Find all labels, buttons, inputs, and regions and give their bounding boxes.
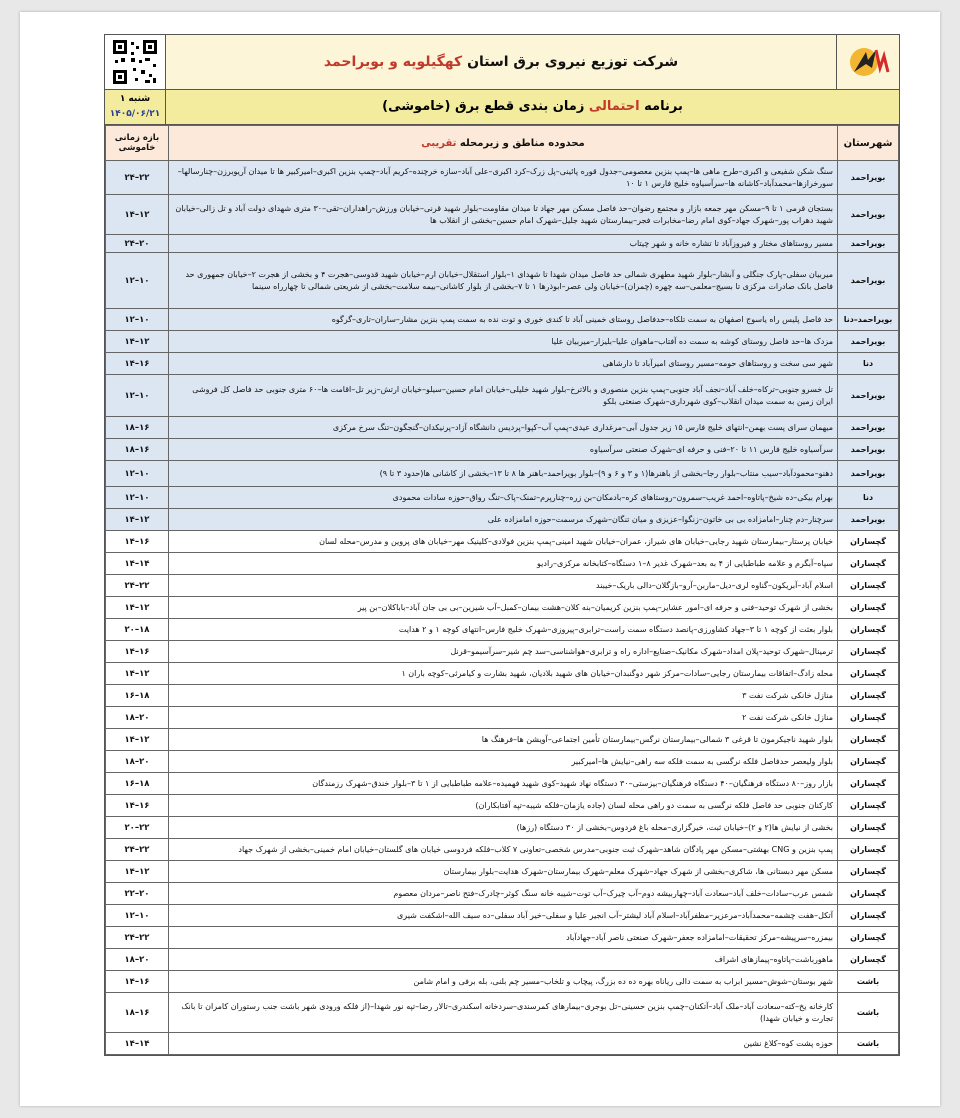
row-area: سنگ شکن شفیعی و اکبری–طرح ماهی ها–پمپ بنزین معصومی–جدول قوره پائینی–پل زرک–کرد اکبری–علی آباد–سازه خرچنده–کریم آباد–چمپ بنزین اکبری–امیرکبیر ها تا میدان آریوبرزن–چنارسالها–سورخرازها–محمدآباد–کاشانه ها–سرآسیاوه خلیج فارس ۱ تا ۱۰: [169, 161, 838, 195]
row-city: گچساران: [838, 663, 899, 685]
row-time: ۱۴–۱۴: [106, 553, 169, 575]
company-name: [166, 35, 836, 89]
row-time: ۲۴–۲۲: [106, 575, 169, 597]
row-time: ۲۴–۲۰: [106, 235, 169, 253]
qr-code: [105, 35, 166, 89]
table-row: [106, 353, 899, 375]
row-time: ۱۸–۲۰: [106, 751, 169, 773]
row-city: بویراحمد: [838, 439, 899, 461]
row-city: بویراحمد: [838, 161, 899, 195]
table-row: [106, 707, 899, 729]
row-city: گچساران: [838, 729, 899, 751]
row-city: باشت: [838, 1033, 899, 1055]
power-logo-icon: [846, 42, 890, 82]
row-city: گچساران: [838, 751, 899, 773]
program-title-suffix: زمان بندی قطع برق (خاموشی): [382, 99, 585, 114]
row-city: باشت: [838, 971, 899, 993]
row-area: بهرام بیکی–ده شیخ–پاتاوه–احمد غریب–سمرون–روستاهای کره–بادمکان–بن زره–چنارپرم–تمنک–پاک–تنگ رواق–حوزه سادات محمودی: [169, 487, 838, 509]
row-area: شهر سی سخت و روستاهای حومه–مسیر روستای امیرآباد تا دارشاهی: [169, 353, 838, 375]
row-city: گچساران: [838, 597, 899, 619]
row-time: ۱۲–۱۰: [106, 905, 169, 927]
row-time: ۲۰–۱۸: [106, 619, 169, 641]
row-city: دنا: [838, 353, 899, 375]
row-area: بازار روز–۸۰ دستگاه فرهنگیان–۴۰ دستگاه فرهنگیان–بیزستی–۳۰ دستگاه نهاد شهید–کوی شهید فهمیده–علامه طباطبایی از ۱ تا ۳–بلوار خندق–شهرک رزمندگان: [169, 773, 838, 795]
row-area: شهر بوستان–شوش–مسیر ابراب به سمت دالی ریاناه بهره ده ده بزرگ، پیچاب و تلخاب–مسیر چم بلنی، بله برفی و امام شامن: [169, 971, 838, 993]
row-area: حد فاصل پلیس راه یاسوج اصفهان به سمت تلکاه–حدفاصل روستای خمینی آباد تا کندی خوری و توت نده به سمت پمپ بنزین مشار–ساران–تاری–گرگوه: [169, 309, 838, 331]
row-time: ۱۴–۱۶: [106, 641, 169, 663]
table-row: [106, 195, 899, 235]
schedule-sheet: [104, 34, 900, 1056]
table-row: [106, 663, 899, 685]
table-row: [106, 331, 899, 353]
row-area: مسیر روستاهای مختار و فیروزآباد تا تشاره خانه و شهر چیتاب: [169, 235, 838, 253]
program-title-highlight: احتمالی: [588, 99, 640, 114]
table-row: [106, 773, 899, 795]
row-time: ۱۸–۱۶: [106, 439, 169, 461]
row-time: ۲۰–۲۲: [106, 817, 169, 839]
row-time: ۱۴–۱۶: [106, 531, 169, 553]
program-title-prefix: برنامه: [644, 99, 683, 114]
table-body: [106, 161, 899, 1055]
row-time: ۱۴–۱۴: [106, 1033, 169, 1055]
row-area: پمپ بنزین و CNG بهشتی–مسکن مهر پادگان شاهد–شهرک ثبت جنوبی–مدرس شخصی–تعاونی ۷ کلاب–فلکه فردوسی خیابان های گلستان–خیابان امام خمینی–بخشی از شهرک جهاد: [169, 839, 838, 861]
row-time: ۲۴–۲۲: [106, 927, 169, 949]
table-row: [106, 949, 899, 971]
row-city: گچساران: [838, 641, 899, 663]
row-area: مزدک ها–حد فاصل روستای کوشه به سمت ده آفتاب–ماهوان علیا–بلیزار–میربیان علیا: [169, 331, 838, 353]
row-time: ۱۴–۱۶: [106, 971, 169, 993]
row-area: بخشی از شهرک توحید–فنی و حرفه ای–امور عشایر–پمپ بنزین کریمیان–بنه کلان–هشت بیمان–کمبل–آب شیرین–بی بی جان آباد–باباکلان–بن پیر: [169, 597, 838, 619]
row-time: ۲۴–۲۲: [106, 161, 169, 195]
row-time: ۱۴–۱۲: [106, 729, 169, 751]
table-row: [106, 417, 899, 439]
row-time: ۲۴–۲۲: [106, 839, 169, 861]
row-time: ۱۴–۱۲: [106, 597, 169, 619]
program-title: [166, 90, 899, 124]
row-city: گچساران: [838, 905, 899, 927]
row-city: بویراحمد: [838, 195, 899, 235]
table-row: [106, 839, 899, 861]
row-time: ۲۲–۲۰: [106, 883, 169, 905]
company-logo: [836, 35, 899, 89]
table-row: [106, 641, 899, 663]
row-time: ۱۴–۱۲: [106, 195, 169, 235]
row-area: میربیان سفلی–پارک جنگلی و آبشار–بلوار شهید مطهری شمالی حد فاصل میدان شهدا تا شهدای ۱–بلوار استقلال–خیابان ارم–خیابان شهید قدوسی–هجرت ۴ و بخشی از هجرت ۲–خیابان جمهوری حد فاصل بانک صادرات مرکزی تا بسیج–معلمی–سه چهره (چمران)–خیابان ولی عصر–ابوذرها ۱ تا ۷–بخشی از بلوار کاشانی–بیمه سلامت–بخشی از شریعتی شمالی تا چهارراه سینما: [169, 253, 838, 309]
row-area: بستجان قرمی ۱ تا ۹–مسکن مهر جمعه بازار و مجتمع رضوان–حد فاصل مسکن مهر جهاد تا میدان مقاومت–بلوار شهید قرنی–خیابان ورزش–راهداران–تقی–۳۰ متری شهدای دولت آباد و تل زالی–خیابان شهید دهراب پور–شهرک جهاد–کوی امام رضا–مخابرات فجر–بیمارستان شهید جلیل–شهرک امام حسین–بخشی از انقلاب ها: [169, 195, 838, 235]
row-city: گچساران: [838, 861, 899, 883]
row-city: بویراحمد: [838, 375, 899, 417]
table-row: [106, 817, 899, 839]
row-time: ۱۸–۱۶: [106, 417, 169, 439]
row-time: ۱۲–۱۰: [106, 461, 169, 487]
column-header-area-highlight: تقریبی: [421, 137, 457, 149]
table-row: [106, 927, 899, 949]
table-row: [106, 905, 899, 927]
schedule-date: ۱۴۰۵/۰۶/۲۱: [109, 109, 161, 119]
row-city: گچساران: [838, 575, 899, 597]
table-row: [106, 861, 899, 883]
row-time: ۱۴–۱۶: [106, 353, 169, 375]
row-time: ۱۴–۱۲: [106, 861, 169, 883]
column-header-time: بازه زمانی خاموشی: [106, 126, 169, 161]
row-city: بویراحمد: [838, 253, 899, 309]
row-area: ماهورباشت–پاتاوه–پیمازهای اشراف: [169, 949, 838, 971]
table-row: [106, 795, 899, 817]
column-header-area-prefix: محدوده مناطق و زیرمحله: [459, 137, 585, 149]
row-area: بخشی از نیایش ها(۲ و ۲)–خیابان ثبت، خیرگزاری–محله باغ فردوس–بخشی از ۳۰ دستگاه (رزها): [169, 817, 838, 839]
qr-code-icon: [111, 38, 159, 86]
row-area: خیابان پرستار–بیمارستان شهید رجایی–خیابان های شیراز، عمران–خیابان شهید امینی–پمپ بنزین فولادی–کلینیک مهر–خیابان های پروین و مدرس–محله لسان: [169, 531, 838, 553]
row-city: گچساران: [838, 949, 899, 971]
row-time: ۱۴–۱۲: [106, 509, 169, 531]
company-province: کهگیلویه و بویراحمد: [323, 54, 463, 70]
table-row: [106, 619, 899, 641]
row-city: بویراحمد: [838, 235, 899, 253]
row-city: گچساران: [838, 707, 899, 729]
table-row: [106, 971, 899, 993]
row-area: مسکن مهر دبستانی ها، شاکری–بخشی از شهرک جهاد–شهرک معلم–شهرک بیمارستان–شهرک هدایت–بلوار بیمارستان: [169, 861, 838, 883]
row-area: محله زادگ–اتفاقات بیمارستان رجایی–سادات–مرکز شهر دوگنبدان–خیابان های شهید بلادیان، شهید بشارت و کیامرثی–کوچه باران ۱: [169, 663, 838, 685]
row-time: ۱۲–۱۰: [106, 487, 169, 509]
row-city: گچساران: [838, 927, 899, 949]
table-row: [106, 487, 899, 509]
row-city: باشت: [838, 993, 899, 1033]
table-row: [106, 597, 899, 619]
table-row: [106, 1033, 899, 1055]
table-row: [106, 235, 899, 253]
row-area: بلوار شهید ناجیکرمون تا قرغی ۳ شمالی–بیمارستان نرگس–بیمارستان تأمین اجتماعی–آویشن ها–فرهنگ ها: [169, 729, 838, 751]
row-time: ۱۴–۱۲: [106, 663, 169, 685]
row-city: بویراحمد–دنا: [838, 309, 899, 331]
row-city: گچساران: [838, 531, 899, 553]
row-area: ترمینال–شهرک توحید–پلان امداد–شهرک مکانیک–صنایع–اداره راه و ترابری–هواشناسی–سد چم شیر–سرآسیمو–قرنل: [169, 641, 838, 663]
row-area: منازل خانکی شرکت نفت ۲: [169, 707, 838, 729]
table-row: [106, 553, 899, 575]
outage-table: [105, 125, 899, 1055]
table-row: [106, 575, 899, 597]
row-time: ۱۸–۱۶: [106, 993, 169, 1033]
row-time: ۱۶–۱۸: [106, 773, 169, 795]
column-header-city: شهرستان: [838, 126, 899, 161]
row-area: کارخانه یخ–کته–سعادت آباد–ملک آباد–آتکنان–چمپ بنزین حسینی–تل بوجری–بیمارهای کمرسندی–سردخانه اسکندری–تالار رضا–تپه نور شهدا–(از فلکه ورودی شهر باشت جنب رستوران کامران تا بانک تجارت و خیابان شهدا): [169, 993, 838, 1033]
row-area: حوزه پشت کوه–کلاغ نشین: [169, 1033, 838, 1055]
table-row: [106, 993, 899, 1033]
row-time: ۱۲–۱۰: [106, 253, 169, 309]
row-area: آتکل–هفت چشمه–محمدآباد–مرعزیر–مظفرآباد–اسلام آباد لیشتر–آب انجیر علیا و سفلی–خیر آباد سفلی–ده سیف الله–اشکفت شیری: [169, 905, 838, 927]
row-area: تل خسرو جنوبی–ترکاه–خلف آباد–نجف آباد جنوبی–پمپ بنزین منصوری و بالاترخ–بلوار شهید خلیلی–خیابان امام حسین–سیلو–خیابان ارتش–زیر تل–اقامت ها–۶۰ متری جنوبی حد فاصل کل فروشی ایران زمین به سمت میدان انقلاب–کوی شهرداری–شهرک صنعتی بلکو: [169, 375, 838, 417]
row-city: گچساران: [838, 883, 899, 905]
row-time: ۱۸–۲۰: [106, 707, 169, 729]
row-city: بویراحمد: [838, 331, 899, 353]
row-city: گچساران: [838, 817, 899, 839]
row-city: بویراحمد: [838, 461, 899, 487]
document-page: [20, 12, 940, 1106]
row-time: ۱۲–۱۰: [106, 309, 169, 331]
table-row: [106, 161, 899, 195]
row-area: بیمزره–سرپیشه–مرکز تحقیقات–امامزاده جعفر–شهرک صنعتی ناصر آباد–جهادآباد: [169, 927, 838, 949]
row-area: کارکنان جنوبی حد فاصل فلکه نرگسی به سمت دو راهی محله لسان (جاده یازمان–فلکه شیبه–تپه آفتابکاران): [169, 795, 838, 817]
table-row: [106, 309, 899, 331]
row-area: منازل خانکی شرکت نفت ۳: [169, 685, 838, 707]
table-header-row: [106, 126, 899, 161]
row-time: ۱۸–۲۰: [106, 949, 169, 971]
date-box: [105, 90, 166, 124]
row-area: سپاه–آبگرم و علامه طباطبایی از ۴ به بعد–شهرک غدیر ۸–۱ دستگاه–کتابخانه مرکزی–رادیو: [169, 553, 838, 575]
row-city: گچساران: [838, 619, 899, 641]
table-row: [106, 509, 899, 531]
row-city: دنا: [838, 487, 899, 509]
table-row: [106, 729, 899, 751]
column-header-area: [169, 126, 838, 161]
row-city: بویراحمد: [838, 509, 899, 531]
row-time: ۱۴–۱۶: [106, 795, 169, 817]
table-row: [106, 461, 899, 487]
table-row: [106, 751, 899, 773]
table-row: [106, 531, 899, 553]
row-area: اسلام آباد–آبریکون–گناوه لری–دیل–ماربن–آرو–بازگلان–دالی باریک–خیبند: [169, 575, 838, 597]
table-row: [106, 439, 899, 461]
row-time: ۱۶–۱۸: [106, 685, 169, 707]
row-city: گچساران: [838, 685, 899, 707]
row-area: سرآسیاوه خلیج فارس ۱۱ تا ۲۰–فنی و حرفه ای–شهرک صنعتی سرآسیاوه: [169, 439, 838, 461]
row-area: بلوار ولیعصر حدفاصل فلکه نرگسی به سمت فلکه سه راهی–نیایش ها–امیرکبیر: [169, 751, 838, 773]
row-area: شمس عرب–سادات–خلف آباد–سعادت آباد–چهاربیشه دوم–آب چیرک–آب توت–شیبه خانه سنگ کوثر–چادرک–فتح ناصر–مردان معصوم: [169, 883, 838, 905]
row-area: بلوار بعثت از کوچه ۱ تا ۳–جهاد کشاورزی–پانصد دستگاه سمت راست–ترابری–پیروزی–شهرک خلیج فارس–انتهای کوچه ۱ و ۲ هدایت: [169, 619, 838, 641]
program-header: [105, 90, 899, 125]
row-time: ۱۴–۱۲: [106, 331, 169, 353]
company-name-prefix: شرکت توزیع نیروی برق استان: [467, 54, 679, 70]
row-area: دهنو–محمودآباد–سیب منتاب–بلوار رجا–بخشی از باهنرها(۱ و ۳ و ۶ و ۹)–بلوار بویراحمد–باهنر ها ۸ تا ۱۳–بخشی از کاشانی ها(حدود ۳ تا ۹): [169, 461, 838, 487]
table-row: [106, 253, 899, 309]
company-header: [105, 35, 899, 90]
row-city: گچساران: [838, 773, 899, 795]
row-area: میهمان سرای پست بهمن–انتهای خلیج فارس ۱۵ زیر جدول آبی–مرغداری عیدی–پمپ آب–کپوا–پردیس دانشگاه آزاد–پرنیکدان–گنجگون–تنگ سرخ مرکزی: [169, 417, 838, 439]
row-city: گچساران: [838, 795, 899, 817]
table-row: [106, 883, 899, 905]
row-time: ۱۲–۱۰: [106, 375, 169, 417]
row-area: سرچنار–دم چنار–امامزاده بی بی خاتون–زنگوا–عزیزی و میان تنگان–شهرک مرسمت–حوزه امامزاده علی: [169, 509, 838, 531]
row-city: گچساران: [838, 553, 899, 575]
schedule-day: شنبه ۱: [119, 94, 151, 104]
table-row: [106, 685, 899, 707]
row-city: گچساران: [838, 839, 899, 861]
table-row: [106, 375, 899, 417]
row-city: بویراحمد: [838, 417, 899, 439]
